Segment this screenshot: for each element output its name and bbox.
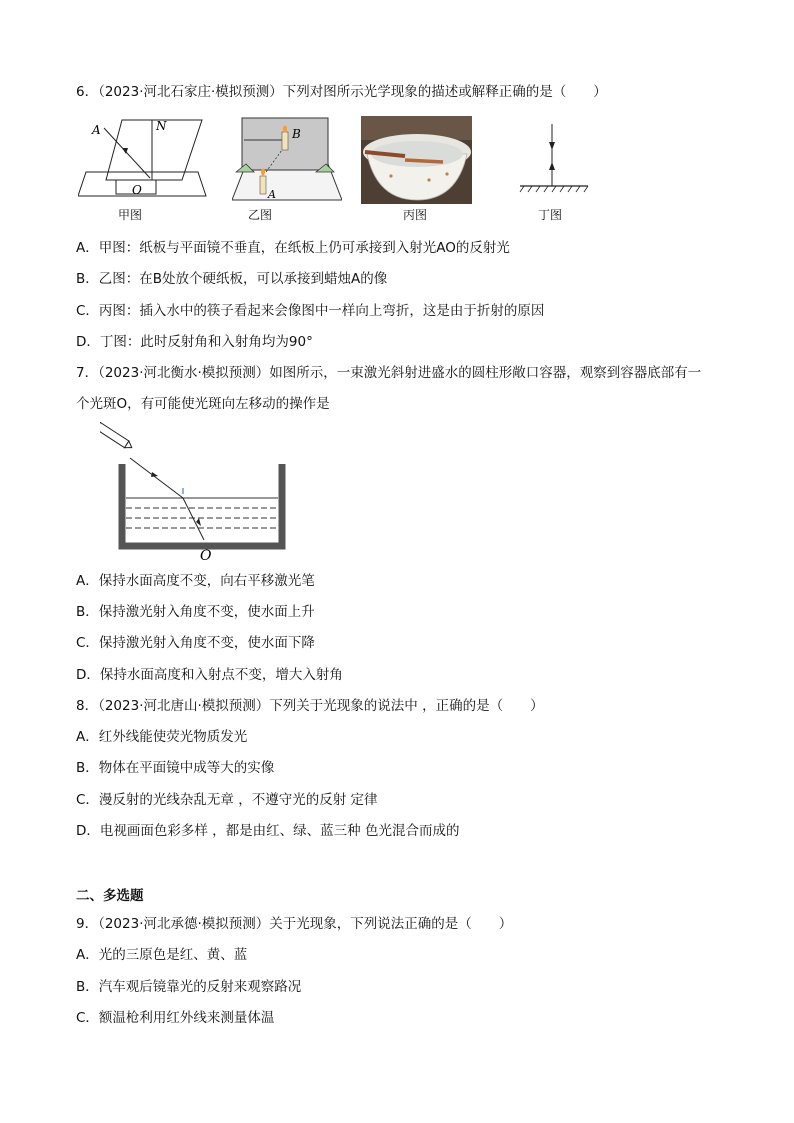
q9-option-c: C．额温枪利用红外线来测量体温 bbox=[76, 1010, 275, 1026]
q7-option-d: D．保持水面高度和入射点不变，增大入射角 bbox=[76, 667, 343, 683]
q6-figure-yi-label-b: B bbox=[292, 127, 301, 141]
q6-option-b: B．乙图：在B处放个硬纸板，可以承接到蜡烛A的像 bbox=[76, 271, 388, 287]
q9-option-b: B．汽车观后镜靠光的反射来观察路况 bbox=[76, 979, 302, 995]
q6-figure-jia bbox=[78, 114, 210, 204]
q7-option-a: A．保持水面高度不变，向右平移激光笔 bbox=[76, 573, 315, 589]
q6-figure-jia-label-a: A bbox=[92, 123, 101, 137]
section-title-multiple-choice: 二、多选题 bbox=[76, 888, 144, 904]
q6-caption-bing: 丙图 bbox=[402, 208, 427, 222]
q8-stem: 8．（2023·河北唐山·模拟预测）下列关于光现象的说法中 ，正确的是（ ） bbox=[76, 698, 544, 714]
q6-option-d: D．丁图：此时反射角和入射角均为90° bbox=[76, 334, 313, 350]
q8-option-a: A．红外线能使荧光物质发光 bbox=[76, 729, 248, 745]
q6-caption-yi: 乙图 bbox=[247, 208, 272, 222]
q6-figure-yi-label-a: A bbox=[268, 188, 276, 201]
q7-stem-line2: 个光斑O，有可能使光斑向左移动的操作是 bbox=[76, 396, 330, 412]
q7-stem-line1: 7．（2023·河北衡水·模拟预测）如图所示，一束激光斜射进盛水的圆柱形敞口容器，观察到容器底部有一 bbox=[76, 365, 702, 381]
q6-figure-bing-photo bbox=[361, 116, 472, 204]
q9-stem: 9．（2023·河北承德·模拟预测）关于光现象，下列说法正确的是（ ） bbox=[76, 916, 513, 932]
q6-stem: 6．（2023·河北石家庄·模拟预测）下列对图所示光学现象的描述或解释正确的是（ ） bbox=[76, 84, 607, 100]
q8-option-c: C．漫反射的光线杂乱无章 ，不遵守光的反射 定律 bbox=[76, 792, 378, 808]
q7-option-b: B．保持激光射入角度不变，使水面上升 bbox=[76, 604, 315, 620]
q6-figure-yi bbox=[232, 114, 342, 204]
q6-figure-jia-label-o: O bbox=[132, 183, 142, 197]
q9-option-a: A．光的三原色是红、黄、蓝 bbox=[76, 947, 248, 963]
q7-container-figure bbox=[100, 422, 290, 564]
q7-option-c: C．保持激光射入角度不变，使水面下降 bbox=[76, 635, 315, 651]
q6-caption-ding: 丁图 bbox=[537, 208, 562, 222]
q6-figure-jia-label-n: N bbox=[156, 119, 167, 133]
q6-option-c: C．丙图：插入水中的筷子看起来会像图中一样向上弯折，这是由于折射的原因 bbox=[76, 303, 545, 319]
q8-option-d: D．电视画面色彩多样 ，都是由红、绿、蓝三种 色光混合而成的 bbox=[76, 823, 460, 839]
q6-option-a: A．甲图：纸板与平面镜不垂直，在纸板上仍可承接到入射光AO的反射光 bbox=[76, 240, 510, 256]
q6-caption-jia: 甲图 bbox=[117, 208, 142, 222]
q6-figure-ding bbox=[518, 118, 590, 196]
q7-figure-label-o: O bbox=[200, 548, 212, 564]
q8-option-b: B．物体在平面镜中成等大的实像 bbox=[76, 760, 275, 776]
